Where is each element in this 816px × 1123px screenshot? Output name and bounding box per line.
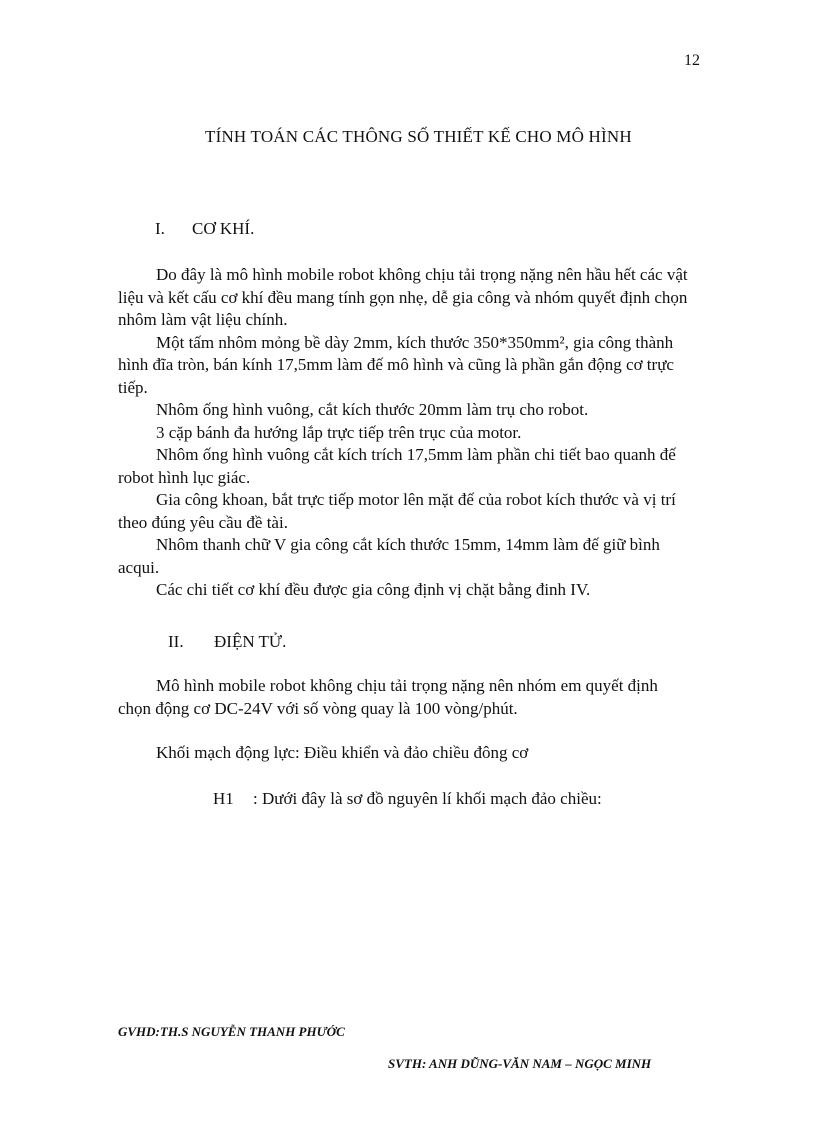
- page-title: TÍNH TOÁN CÁC THÔNG SỐ THIẾT KẾ CHO MÔ HÌNH: [205, 127, 632, 146]
- paragraph: 3 cặp bánh đa hướng lắp trực tiếp trên trục của motor.: [156, 422, 522, 442]
- paragraph: Gia công khoan, bắt trực tiếp motor lên mặt đế của robot kích thước và vị trí theo đúng yêu cầu đề tài.: [118, 490, 676, 532]
- paragraph: Khối mạch động lực: Điều khiển và đảo chiều đông cơ: [156, 743, 529, 762]
- section-2-title: ĐIỆN TỬ.: [214, 632, 287, 651]
- section-1-body: [118, 264, 693, 602]
- paragraph: Nhôm ống hình vuông, cắt kích thước 20mm làm trụ cho robot.: [156, 400, 589, 419]
- paragraph: Một tấm nhôm mỏng bề dày 2mm, kích thước 350*350mm², gia công thành hình đĩa tròn, bán kính 17,5mm làm đế mô hình và cũng là phần gắn động cơ trực tiếp.: [118, 332, 674, 397]
- figure-label: H1: [213, 789, 234, 808]
- section-1-number: I.: [155, 219, 165, 238]
- paragraph: Nhôm ống hình vuông cắt kích trích 17,5mm làm phần chi tiết bao quanh đế robot hình lục giác.: [118, 445, 676, 487]
- figure-caption-text: : Dưới đây là sơ đồ nguyên lí khối mạch đảo chiều:: [253, 789, 602, 808]
- paragraph: Nhôm thanh chữ V gia công cắt kích thước 15mm, 14mm làm đế giữ bình acqui.: [118, 535, 660, 577]
- footer-students: SVTH: ANH DŨNG-VĂN NAM – NGỌC MINH: [388, 1056, 652, 1071]
- paragraph: Do đây là mô hình mobile robot không chịu tải trọng nặng nên hầu hết các vật liệu và kết cấu cơ khí đều mang tính gọn nhẹ, dễ gia công và nhóm quyết định chọn nhôm làm vật liệu chính.: [118, 265, 688, 329]
- footer-advisor: GVHD:TH.S NGUYỄN THANH PHƯỚC: [118, 1024, 345, 1039]
- section-2-number: II.: [168, 632, 184, 651]
- paragraph: Các chi tiết cơ khí đều được gia công định vị chặt bằng đinh IV.: [156, 580, 591, 599]
- section-2-body: [118, 675, 693, 765]
- page-number: 12: [684, 52, 700, 69]
- section-1-title: CƠ KHÍ.: [192, 219, 255, 238]
- figure-caption: [213, 789, 602, 809]
- paragraph: Mô hình mobile robot không chịu tải trọng nặng nên nhóm em quyết định chọn động cơ DC-24V với số vòng quay là 100 vòng/phút.: [118, 676, 658, 718]
